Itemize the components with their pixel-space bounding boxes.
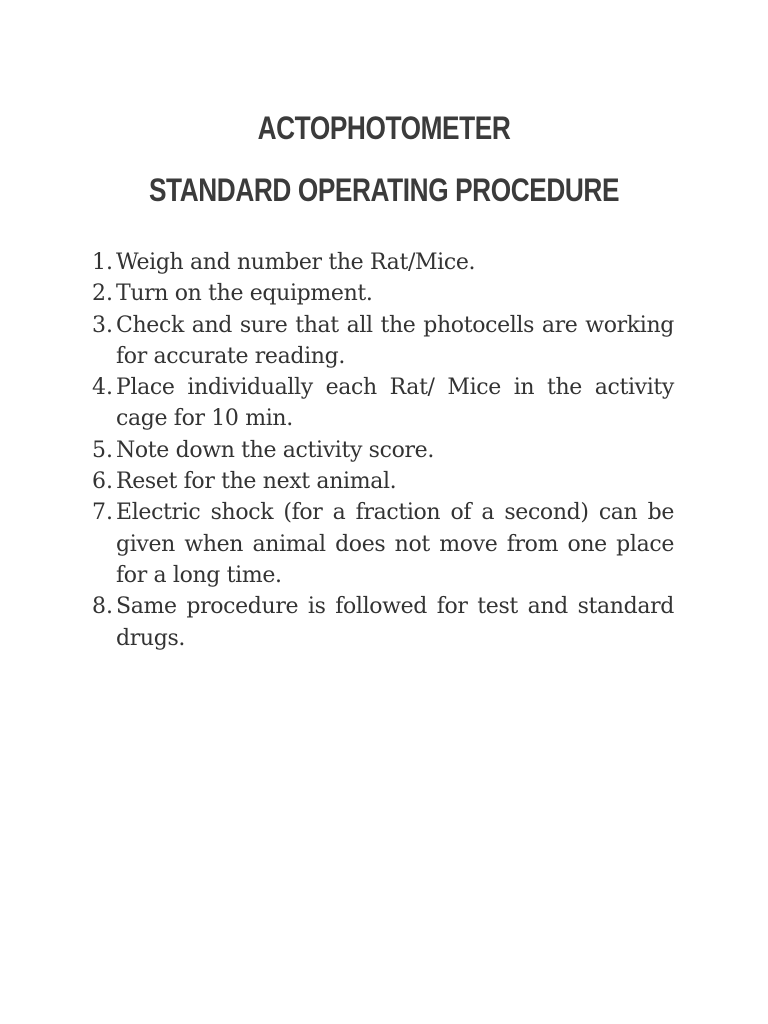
step-text: Turn on the equipment. [116, 281, 373, 307]
procedure-step [92, 310, 674, 373]
step-text: Electric shock (for a fraction of a second) can be given when animal does not move from one place for a long time. [116, 500, 674, 588]
procedure-step [92, 372, 674, 435]
procedure-step [92, 247, 674, 278]
step-text: Place individually each Rat/ Mice in the activity cage for 10 min. [116, 375, 674, 432]
document-title: ACTOPHOTOMETER [257, 110, 511, 146]
step-text: Weigh and number the Rat/Mice. [116, 250, 476, 275]
step-text: Check and sure that all the photocells are working for accurate reading. [116, 312, 674, 369]
step-text: Reset for the next animal. [116, 469, 397, 495]
step-number: 5. [92, 437, 113, 463]
procedure-steps-list [92, 247, 674, 654]
procedure-step [92, 278, 674, 309]
step-number: 1. [92, 250, 113, 275]
step-number: 4. [92, 375, 113, 401]
step-number: 3. [92, 312, 113, 338]
step-number: 7. [92, 500, 113, 526]
procedure-step [92, 497, 674, 591]
step-text: Same procedure is followed for test and standard drugs. [116, 594, 674, 651]
document-subtitle: STANDARD OPERATING PROCEDURE [148, 172, 620, 208]
step-text: Note down the activity score. [116, 437, 434, 463]
step-number: 2. [92, 281, 113, 307]
step-number: 6. [92, 469, 113, 495]
step-number: 8. [92, 594, 113, 620]
procedure-step [92, 466, 674, 497]
procedure-step [92, 591, 674, 654]
procedure-step [92, 435, 674, 466]
